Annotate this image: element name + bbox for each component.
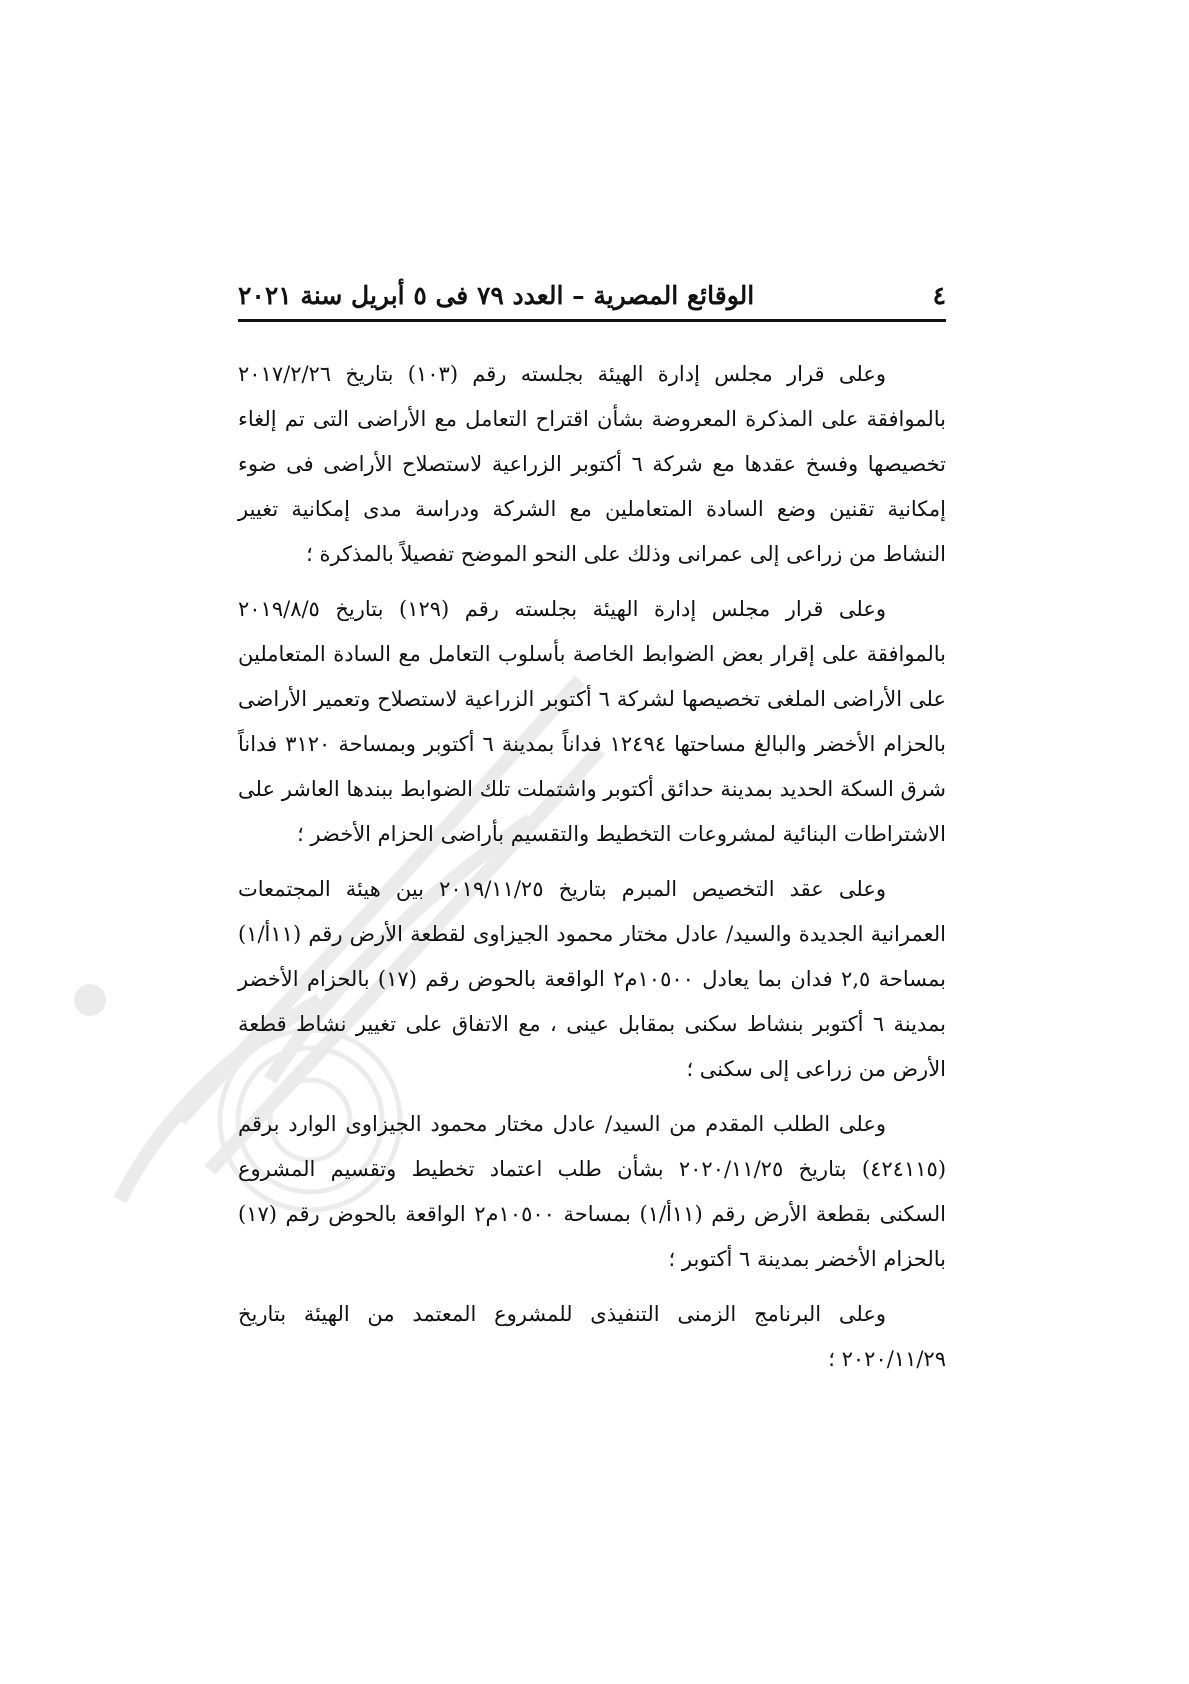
document-body xyxy=(238,352,946,1392)
header-divider xyxy=(238,319,946,322)
paragraph: وعلى البرنامج الزمنى التنفيذى للمشروع المعتمد من الهيئة بتاريخ ٢٠٢٠/١١/٢٩ ؛ xyxy=(238,1302,946,1371)
paragraph: وعلى الطلب المقدم من السيد/ عادل مختار محمود الجيزاوى الوارد برقم (٤٢٤١١٥) بتاريخ ٢٠٢٠/١١/٢٥ بشأن طلب اعتماد تخطيط وتقسيم المشروع السكنى بقطعة الأرض رقم (١١أ/١) بمساحة ١٠٥٠٠م٢ الواقعة بالحوض رقم (١٧) بالحزام الأخضر بمدينة ٦ أكتوبر ؛ xyxy=(238,1112,947,1271)
page-number: ٤ xyxy=(932,280,946,310)
paragraph: وعلى قرار مجلس إدارة الهيئة بجلسته رقم (١٢٩) بتاريخ ٢٠١٩/٨/٥ بالموافقة على إقرار بعض الضوابط الخاصة بأسلوب التعامل مع السادة المتعاملين على الأراضى الملغى تخصيصها لشركة ٦ أكتوبر الزراعية لاستصلاح وتعمير الأراضى بالحزام الأخضر والبالغ مساحتها ١٢٤٩٤ فداناً بمدينة ٦ أكتوبر وبمساحة ٣١٢٠ فداناً شرق السكة الحديد بمدينة حدائق أكتوبر واشتملت تلك الضوابط ببندها العاشر على الاشتراطات البنائية لمشروعات التخطيط والتقسيم بأراضى الحزام الأخضر ؛ xyxy=(238,597,946,846)
publication-title: الوقائع المصرية – العدد ٧٩ فى ٥ أبريل سنة ٢٠٢١ xyxy=(238,280,755,310)
page-header xyxy=(238,275,946,315)
paragraph: وعلى عقد التخصيص المبرم بتاريخ ٢٠١٩/١١/٢٥ بين هيئة المجتمعات العمرانية الجديدة والسيد/ عادل مختار محمود الجيزاوى لقطعة الأرض رقم (١١أ/١) بمساحة ٢,٥ فدان بما يعادل ١٠٥٠٠م٢ الواقعة بالحوض رقم (١٧) بالحزام الأخضر بمدينة ٦ أكتوبر بنشاط سكنى بمقابل عينى ، مع الاتفاق على تغيير نشاط قطعة الأرض من زراعى إلى سكنى ؛ xyxy=(238,877,947,1081)
paragraph: وعلى قرار مجلس إدارة الهيئة بجلسته رقم (١٠٣) بتاريخ ٢٠١٧/٢/٢٦ بالموافقة على المذكرة المعروضة بشأن اقتراح التعامل مع الأراضى التى تم إلغاء تخصيصها وفسخ عقدها مع شركة ٦ أكتوبر الزراعية لاستصلاح الأراضى فى ضوء إمكانية تقنين وضع السادة المتعاملين مع الشركة ودراسة مدى إمكانية تغيير النشاط من زراعى إلى عمرانى وذلك على النحو الموضح تفصيلاً بالمذكرة ؛ xyxy=(238,362,946,566)
